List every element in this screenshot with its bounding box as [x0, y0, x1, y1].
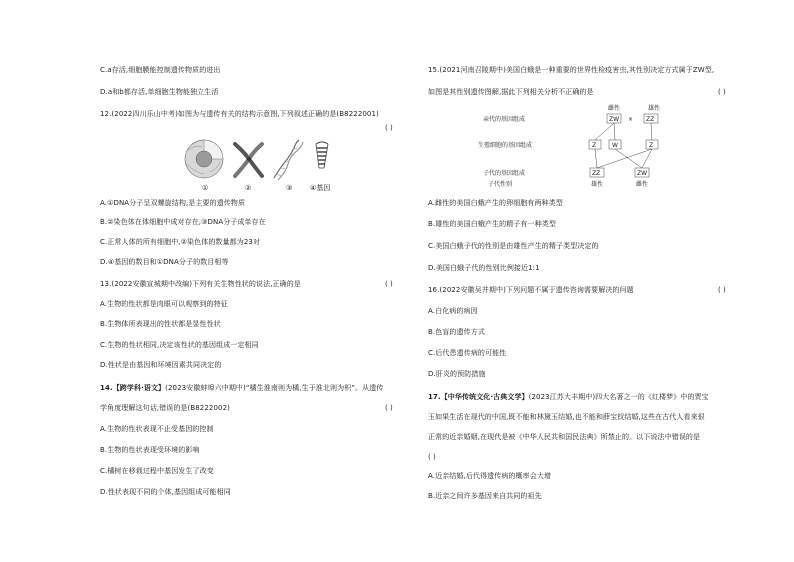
label-parent-genotype: 亲代的基因组成 — [483, 116, 526, 123]
q17-stem-line3: 正常的近亲婚姻,在现代是被《中华人民共和国民法典》所禁止的。以下说法中错误的是 — [428, 433, 701, 441]
offspring-zz: ZZ — [592, 170, 601, 177]
q14-stem-line2: 学角度理解这句话,错误的是(B8222002) — [100, 404, 230, 412]
label-female: 雌性 — [608, 105, 621, 112]
figure-label-4-gene: ④基因 — [310, 184, 331, 192]
q15-option-a: A.雌性的美国白蛾产生的卵细胞有两种类型 — [428, 199, 563, 207]
q16-stem: 16.(2022安徽吴井期中)下列问题不属于遗传咨询需要解决的问题 — [428, 286, 634, 294]
figure-label-1: ① — [202, 184, 209, 192]
gamete-w: W — [612, 142, 618, 149]
q13-option-d: D.性状是由基因和环境因素共同决定的 — [100, 361, 222, 369]
figure-label-2: ② — [245, 184, 252, 192]
cross-symbol: × — [628, 116, 634, 123]
q14-stem — [100, 384, 383, 393]
q14-stem-text: (2023安徽蚌埠六中期中)“橘生淮南则为橘,生于淮北则为枳”。从遗传 — [165, 384, 384, 392]
q14-answer-bracket: ( ) — [385, 404, 393, 412]
label-offspring-genotype: 子代的基因组成 — [483, 170, 526, 177]
gamete-z-female: Z — [592, 142, 597, 149]
q13-option-a: A.生物的性状都是肉眼可以观察到的特征 — [100, 300, 228, 308]
q12-structure-figure — [182, 138, 360, 192]
dna-helix-image — [274, 140, 303, 180]
q16-option-a: A.白化病的病因 — [428, 307, 478, 315]
q12-answer-bracket: ( ) — [385, 124, 393, 132]
q11-option-c: C.a存活,细胞膜能控制遗传物质的进出 — [100, 66, 221, 74]
q15-answer-bracket: ( ) — [718, 88, 726, 96]
label-male: 雄性 — [648, 105, 661, 112]
q17-stem — [428, 393, 709, 402]
q17-option-b: B.近亲之间许多基因来自共同的祖先 — [428, 492, 542, 500]
q15-stem: 15.(2021河南召陵期中)美国白蛾是一种重要的世界性检疫害虫,其性别决定方式属于ZW型, — [428, 66, 715, 74]
right-column — [428, 0, 758, 562]
q12-option-d: D.④基因的数目和①DNA分子的数目相等 — [100, 258, 229, 266]
q15-option-d: D.美国白蛾子代的性别比例接近1:1 — [428, 264, 540, 272]
q13-option-c: C.生物的性状相同,决定该性状的基因组成一定相同 — [100, 341, 259, 349]
left-column — [100, 0, 430, 562]
q15-option-b: B.雄性的美国白蛾产生的精子有一种类型 — [428, 220, 556, 228]
q13-stem: 13.(2022安徽宣城期中改编)下列有关生物性状的说法,正确的是 — [100, 280, 301, 288]
q14-option-a: A.生物的性状表现不止受基因的控制 — [100, 425, 214, 433]
q14-subject-tag: 14.【跨学科·语文】 — [100, 384, 166, 392]
chromosome-image — [235, 144, 262, 176]
q17-subject-tag: 17.【中华传统文化·古典文学】 — [428, 393, 529, 401]
q12-option-a: A.①DNA分子呈双螺旋结构,是主要的遗传物质 — [100, 199, 246, 207]
q17-stem-text: (2023江苏大丰期中)四大名著之一的《红楼梦》中的贾宝 — [528, 393, 709, 401]
q13-answer-bracket: ( ) — [385, 280, 393, 288]
offspring-sex-female: 雌性 — [636, 181, 649, 188]
q16-option-d: D.肝炎的预防措施 — [428, 370, 486, 378]
q11-option-d: D.a和b都存活,单细胞生物能独立生活 — [100, 88, 219, 96]
q16-answer-bracket: ( ) — [718, 286, 726, 294]
q15-stem-line2: 如图是其性别遗传图解,据此下列相关分析不正确的是 — [428, 88, 594, 96]
q15-option-c: C.美国白蛾子代的性别是由雄性产生的精子类型决定的 — [428, 242, 599, 250]
q17-stem-line2: 玉如果生活在现代的中国,既不能和林黛玉结婚,也不能和薛宝钗结婚,这些在古代人看来很 — [428, 413, 705, 421]
offspring-sex-male: 雄性 — [591, 181, 604, 188]
q17-answer-bracket: ( ) — [428, 453, 436, 461]
parent-male-genotype: ZZ — [646, 116, 655, 123]
q14-option-c: C.橘树在移栽过程中基因发生了改变 — [100, 467, 214, 475]
q16-option-c: C.后代患遗传病的可能性 — [428, 349, 507, 357]
offspring-zw: ZW — [637, 170, 648, 177]
gamete-z-male: Z — [649, 142, 654, 149]
q16-option-b: B.色盲的遗传方式 — [428, 328, 485, 336]
q12-option-b: B.②染色体在体细胞中成对存在,③DNA分子成单存在 — [100, 218, 266, 226]
q12-stem: 12.(2022四川乐山中考)如图为与遗传有关的结构示意图,下列叙述正确的是(B8222001) — [100, 110, 379, 118]
label-offspring-sex: 子代性别 — [488, 181, 513, 188]
parent-female-genotype: ZW — [609, 116, 620, 123]
sex-inheritance-diagram — [478, 102, 678, 192]
label-gamete-genotype: 生殖细胞的基因组成 — [478, 142, 533, 149]
cell-image — [185, 140, 223, 178]
q13-option-b: B.生物体所表现出的性状都是显性性状 — [100, 320, 221, 328]
q12-option-c: C.正常人体的所有细胞中,②染色体的数量都为23对 — [100, 238, 261, 246]
q14-option-d: D.性状表现不同的个体,基因组成可能相同 — [100, 488, 231, 496]
gene-segment-image — [316, 142, 328, 168]
q17-option-a: A.近亲结婚,后代得遗传病的概率会大增 — [428, 472, 552, 480]
q14-option-b: B.生物的性状表现受环境的影响 — [100, 446, 200, 454]
figure-label-3: ③ — [286, 184, 293, 192]
